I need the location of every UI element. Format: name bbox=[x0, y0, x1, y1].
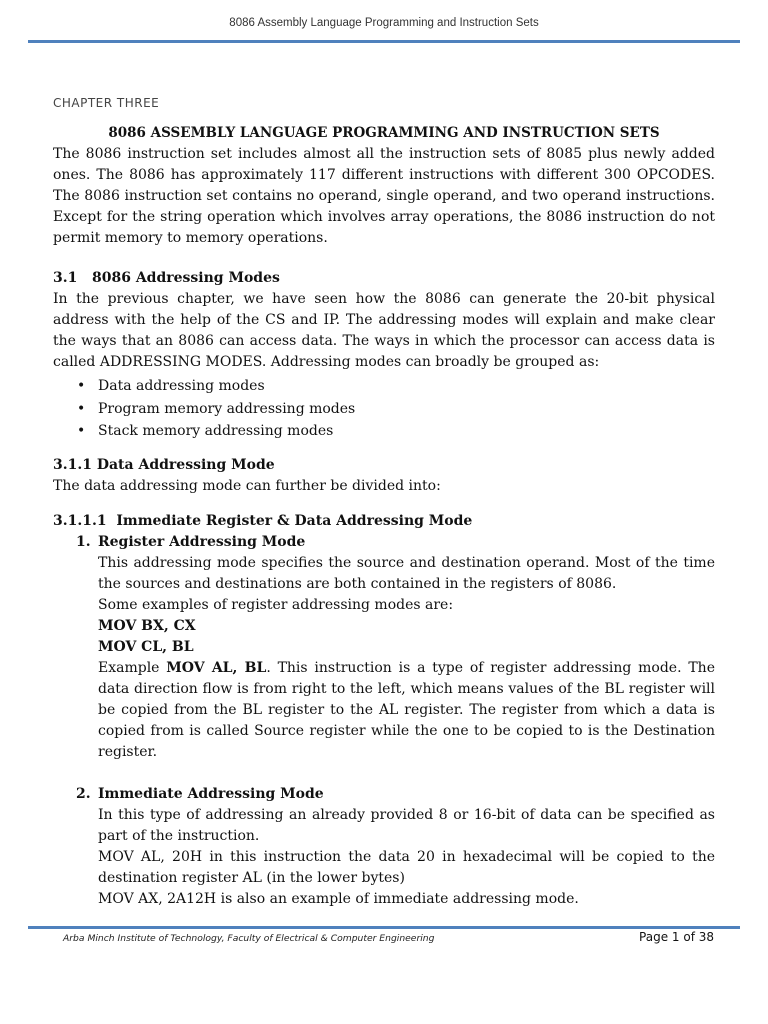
item-paragraph: This addressing mode specifies the source and destination operand. Most of the time the sources and destinations are both contained in the registers of 8086. bbox=[98, 554, 715, 592]
item-title: Register Addressing Mode bbox=[98, 533, 306, 550]
list-item-text: Program memory addressing modes bbox=[98, 400, 356, 417]
chapter-label: CHAPTER THREE bbox=[53, 96, 160, 110]
section-3-1-heading bbox=[53, 268, 715, 289]
section-3-1-1-1-title: Immediate Register & Data Addressing Mode bbox=[116, 512, 473, 529]
running-header: 8086 Assembly Language Programming and Instruction Sets bbox=[229, 17, 539, 29]
list-item-register-addressing bbox=[53, 532, 715, 763]
list-item bbox=[53, 420, 715, 443]
code-example: MOV CL, BL bbox=[98, 638, 194, 655]
addressing-mode-list bbox=[53, 375, 715, 443]
bullet-icon: • bbox=[77, 400, 86, 417]
item-number: 2. bbox=[76, 785, 91, 802]
item-paragraph: MOV AX, 2A12H is also an example of immediate addressing mode. bbox=[98, 890, 579, 907]
section-3-1-1-1-heading bbox=[53, 511, 715, 532]
item-number: 1. bbox=[76, 533, 91, 550]
list-item bbox=[53, 398, 715, 421]
example-code: MOV AL, BL bbox=[166, 659, 267, 676]
section-3-1-number: 3.1 bbox=[53, 270, 78, 286]
section-3-1-1-heading: 3.1.1 Data Addressing Mode bbox=[53, 456, 275, 473]
bullet-icon: • bbox=[77, 378, 86, 394]
example-prefix: Example bbox=[98, 659, 167, 676]
section-3-1-body: In the previous chapter, we have seen how the 8086 can generate the 20-bit physical address with the help of the CS and IP. The addressing modes will explain and make clear the ways that an 8086 can access data. The ways in which the processor can access data is called ADDRESSING MODES. Addressing modes can broadly be grouped as: bbox=[53, 291, 715, 370]
intro-paragraph: The 8086 instruction set includes almost all the instruction sets of 8085 plus newly added ones. The 8086 has approximately 117 different instructions with different 300 OPCODES. The 8086 instruction set contains no operand, single operand, and two operand instructions. Except for the string operation which involves array operations, the 8086 instruction do not permit memory to memory operations. bbox=[53, 146, 715, 246]
footer-institution: Arba Minch Institute of Technology, Faculty of Electrical & Computer Engineering bbox=[63, 933, 435, 944]
section-3-1-title: 8086 Addressing Modes bbox=[91, 270, 280, 286]
list-item-text: Data addressing modes bbox=[98, 378, 265, 394]
header-rule bbox=[28, 40, 740, 43]
item-title: Immediate Addressing Mode bbox=[98, 785, 324, 802]
section-3-1-1-body: The data addressing mode can further be divided into: bbox=[53, 477, 441, 494]
item-paragraph: Some examples of register addressing modes are: bbox=[98, 596, 454, 613]
page-content bbox=[53, 93, 715, 910]
item-paragraph: MOV AL, 20H in this instruction the data 20 in hexadecimal will be copied to the destination register AL (in the lower bytes) bbox=[98, 848, 715, 886]
addressing-mode-items bbox=[53, 532, 715, 910]
chapter-title: 8086 ASSEMBLY LANGUAGE PROGRAMMING AND INSTRUCTION SETS bbox=[108, 125, 660, 141]
footer-rule bbox=[28, 926, 740, 929]
section-3-1-1-1-number: 3.1.1.1 bbox=[53, 512, 107, 529]
code-example: MOV BX, CX bbox=[98, 617, 196, 634]
page-number: Page 1 of 38 bbox=[639, 930, 714, 944]
list-item-text: Stack memory addressing modes bbox=[98, 423, 334, 439]
bullet-icon: • bbox=[77, 423, 86, 439]
example-text: . This instruction is a type of register addressing mode. The data direction flow is from right to the left, which means values of the BL register will be copied from the BL register to the AL register. The register from which a data is copied from is called Source register while the one to be copied to is the Destination register. bbox=[98, 659, 715, 760]
item-paragraph: In this type of addressing an already provided 8 or 16-bit of data can be specified as part of the instruction. bbox=[98, 806, 715, 844]
example-paragraph bbox=[98, 658, 715, 763]
list-item-immediate-addressing bbox=[53, 784, 715, 910]
list-item bbox=[53, 375, 715, 398]
